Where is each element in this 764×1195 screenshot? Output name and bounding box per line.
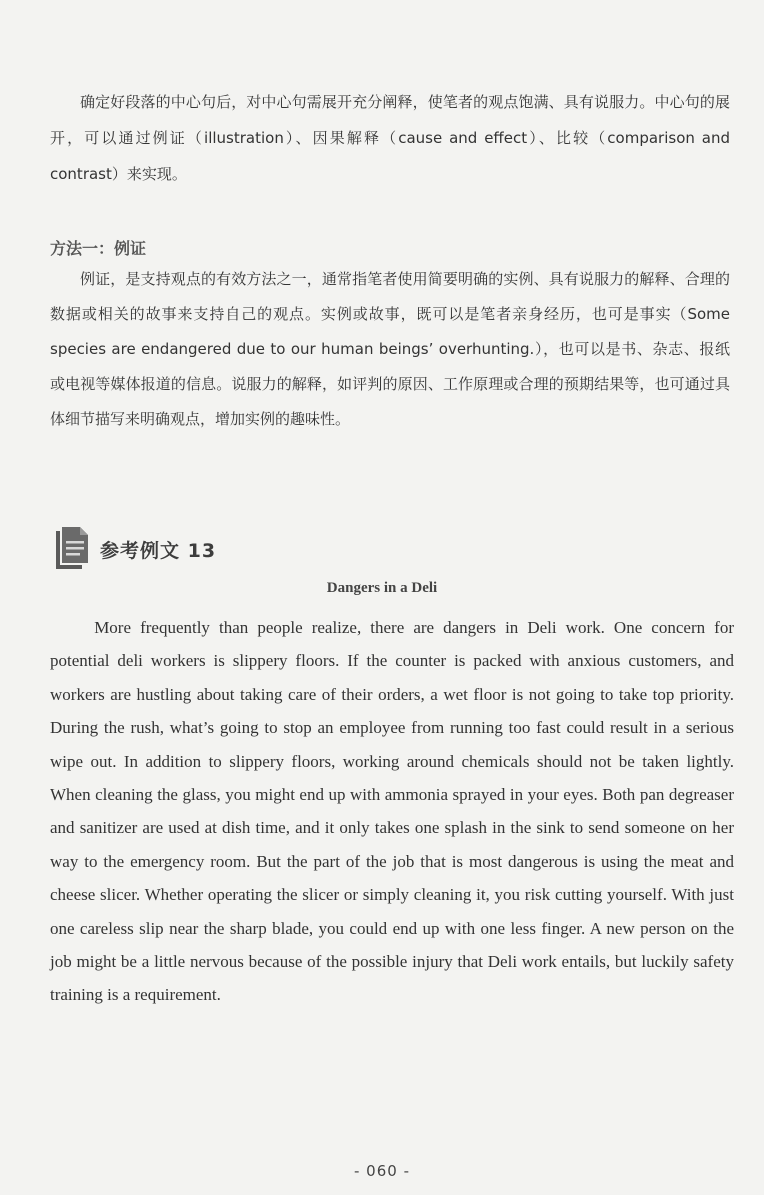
document-icon — [52, 525, 92, 573]
example-title: 参考例文 13 — [100, 539, 217, 562]
essay-title: Dangers in a Deli — [326, 580, 438, 596]
example-header — [52, 525, 216, 573]
method-paragraph: 例证，是支持观点的有效方法之一，通常指笔者使用简要明确的实例、具有说服力的解释、合理的数据或相关的故事来支持自己的观点。实例或故事，既可以是笔者亲身经历，也可是事实（Some species are endangered due to our human beings’ overhunting.），也可以是书、杂志、报纸或电视等媒体报道的信息。说服力的解释，如评判的原因、工作原理或合理的预期结果等，也可通过具体细节描写来明确观点，增加实例的趣味性。 — [50, 270, 730, 428]
intro-paragraph: 确定好段落的中心句后，对中心句需展开充分阐释，使笔者的观点饱满、具有说服力。中心句的展开，可以通过例证（illustration）、因果解释（cause and effect）、比较（comparison and contrast）来实现。 — [50, 93, 730, 183]
page-number: - 060 - — [354, 1162, 410, 1180]
essay-body: More frequently than people realize, there are dangers in Deli work. One concern for potential deli workers is slippery floors. If the counter is packed with anxious customers, and workers are hustling about taking care of their orders, a wet floor is not going to take top priority. During the rush, what’s going to stop an employee from running too fast could result in a serious wipe out. In addition to slippery floors, working around chemicals should not be taken lightly. When cleaning the glass, you might end up with ammonia sprayed in your eyes. Both pan degreaser and sanitizer are used at dish time, and it only takes one splash in the sink to send someone on her way to the emergency room. But the part of the job that is most dangerous is using the meat and cheese slicer. Whether operating the slicer or simply cleaning it, you risk cutting yourself. With just one careless slip near the sharp blade, you could end up with one less finger. A new person on the job might be a little nervous because of the possible injury that Deli work entails, but luckily safety training is a requirement. — [50, 618, 734, 1005]
method-heading: 方法一：例证 — [50, 239, 147, 258]
